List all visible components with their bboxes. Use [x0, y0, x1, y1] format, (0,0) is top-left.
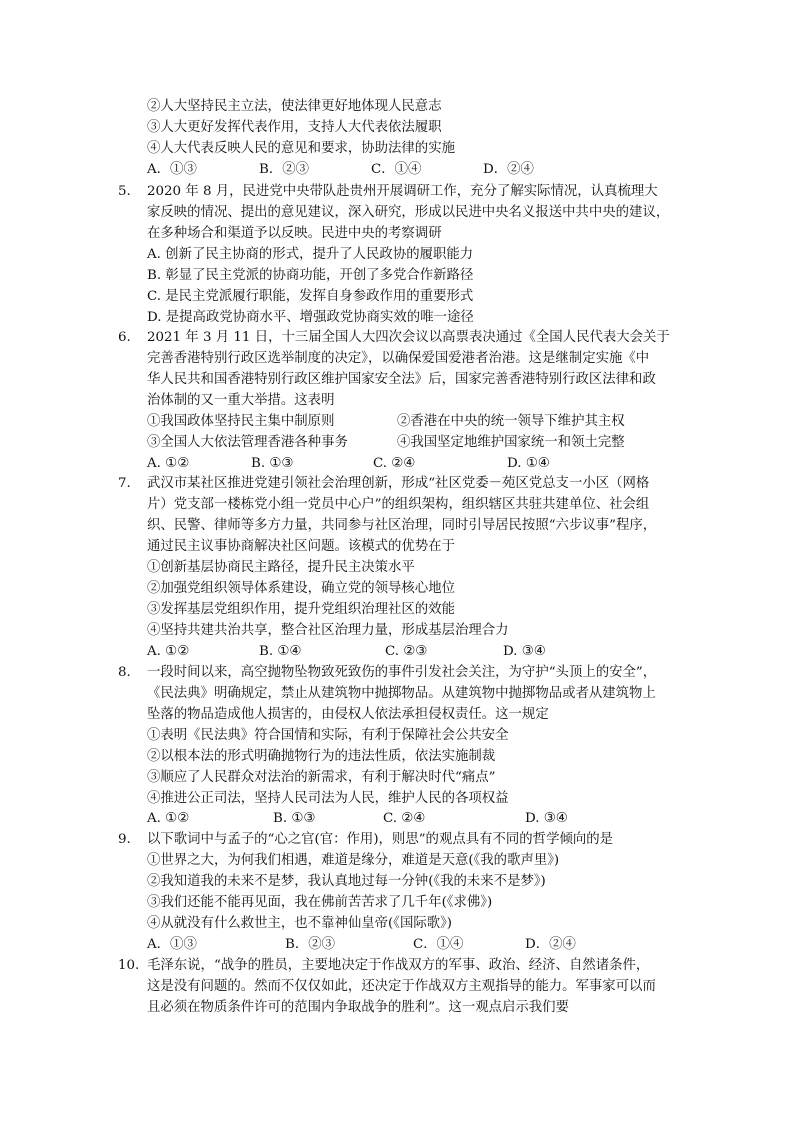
- answer-options: [147, 808, 657, 829]
- question-number: 10.: [118, 958, 140, 973]
- question-number: 9.: [118, 832, 131, 847]
- answer-options: [147, 641, 657, 662]
- answer-options: [147, 159, 657, 180]
- option-a: A. ①②: [147, 644, 190, 659]
- question-stem: 一段时间以来，高空抛物坠物致死致伤的事件引发社会关注，为守护“头顶上的安全”，: [147, 665, 657, 680]
- question-stem: 织、民警、律师等多方力量，共同参与社区治理，同时引导居民按照“六步议事”程序，: [147, 518, 657, 533]
- question-stem: 武汉市某社区推进党建引领社会治理创新，形成“社区党委－苑区党总支一小区（网格: [147, 476, 650, 491]
- statement-item: ①我国政体坚持民主集中制原则: [147, 414, 335, 429]
- option-c: C. ②③: [385, 644, 428, 659]
- statement-item: ③人大更好发挥代表作用，支持人大代表依法履职: [147, 120, 442, 135]
- option-d: D. ①④: [507, 456, 550, 471]
- answer-options: [147, 453, 657, 474]
- question-stem: 通过民主议事协商解决社区问题。该模式的优势在于: [147, 539, 455, 554]
- statement-item: ③我们还能不能再见面，我在佛前苦苦求了几千年(《求佛》): [147, 895, 493, 910]
- option-c: C．①④: [413, 937, 464, 952]
- question-stem: 完善香港特别行政区选举制度的决定》，以确保爱国爱港者治港。这是继制定实施《中: [147, 351, 650, 366]
- question-stem: 这是没有问题的。然而不仅仅如此，还决定于作战双方主观指导的能力。军事家可以而: [147, 979, 656, 994]
- question-stem: 在多种场合和渠道予以反映。民进中央的考察调研: [147, 226, 442, 241]
- option-a: A．①③: [147, 162, 197, 177]
- option-d: D．②④: [525, 937, 576, 952]
- question-stem: 以下歌词中与孟子的“心之官(官：作用)，则思”的观点具有不同的哲学倾向的是: [147, 832, 614, 847]
- question-stem: 治体制的又一重大举措。这表明: [147, 393, 335, 408]
- statement-item: ②我知道我的未来不是梦，我认真地过每一分钟(《我的未来不是梦》): [147, 874, 546, 889]
- option-b: B. ①③: [273, 811, 316, 826]
- answer-options: [147, 934, 657, 955]
- option-b: B．②③: [285, 937, 336, 952]
- question-number: 7.: [118, 476, 131, 491]
- question-stem: 2021 年 3 月 11 日，十三届全国人大四次会议以高票表决通过《全国人民代表大会关于: [147, 330, 670, 345]
- option-c: C．①④: [371, 162, 422, 177]
- statement-item: ④推进公正司法，坚持人民司法为人民，维护人民的各项权益: [147, 791, 509, 806]
- statement-item: ②香港在中央的统一领导下维护其主权: [397, 414, 625, 429]
- option-b: B. ①④: [259, 644, 302, 659]
- statement-item: ①创新基层协商民主路径，提升民主决策水平: [147, 560, 415, 575]
- statement-item: ①表明《民法典》符合国情和实际，有利于保障社会公共安全: [147, 728, 509, 743]
- option-d: D. 是提高政党协商水平、增强政党协商实效的唯一途径: [147, 310, 474, 325]
- question-stem: 华人民共和国香港特别行政区维护国家安全法》后，国家完善香港特别行政区法律和政: [147, 372, 656, 387]
- statement-row: [147, 411, 657, 432]
- question-number: 5.: [118, 184, 131, 199]
- option-d: D. ③④: [503, 644, 546, 659]
- option-b: B．②③: [259, 162, 310, 177]
- option-c: C. ②④: [373, 456, 416, 471]
- statement-item: ③顺应了人民群众对法治的新需求，有利于解决时代“痛点”: [147, 770, 496, 785]
- option-a: A．①③: [147, 937, 197, 952]
- option-a: A. ①②: [147, 811, 190, 826]
- option-c: C. 是民主党派履行职能，发挥自身参政作用的重要形式: [147, 289, 474, 304]
- statement-item: ③全国人大依法管理香港各种事务: [147, 435, 348, 450]
- option-a: A. 创新了民主协商的形式，提升了人民政协的履职能力: [147, 247, 474, 262]
- statement-item: ④我国坚定地维护国家统一和领土完整: [397, 435, 625, 450]
- statement-item: ②人大坚持民主立法，使法律更好地体现人民意志: [147, 99, 442, 114]
- question-number: 8.: [118, 665, 131, 680]
- question-stem: 《民法典》明确规定，禁止从建筑物中抛掷物品。从建筑物中抛掷物品或者从建筑物上: [147, 686, 656, 701]
- statement-item: ②加强党组织领导体系建设，确立党的领导核心地位: [147, 581, 455, 596]
- question-stem: 毛泽东说，“战争的胜员，主要地决定于作战双方的军事、政治、经济、自然诸条件，: [147, 958, 650, 973]
- question-stem: 2020 年 8 月，民进党中央带队赴贵州开展调研工作，充分了解实际情况，认真梳理大: [147, 184, 658, 199]
- question-stem: 家反映的情况、提出的意见建议，深入研究，形成以民进中央名义报送中共中央的建议，: [147, 205, 670, 220]
- statement-item: ①世界之大，为何我们相遇，难道是缘分，难道是天意(《我的歌声里》): [147, 853, 560, 868]
- statement-item: ③发挥基层党组织作用，提升党组织治理社区的效能: [147, 602, 455, 617]
- statement-row: [147, 432, 657, 453]
- statement-item: ④坚持共建共治共享，整合社区治理力量，形成基层治理合力: [147, 623, 509, 638]
- question-stem: 坠落的物品造成他人损害的，由侵权人依法承担侵权责任。这一规定: [147, 707, 549, 722]
- question-stem: 且必须在物质条件许可的范围内争取战争的胜利”。这一观点启示我们要: [147, 1000, 569, 1015]
- statement-item: ②以根本法的形式明确抛物行为的违法性质，依法实施制裁: [147, 749, 496, 764]
- option-b: B. 彰显了民主党派的协商功能，开创了多党合作新路径: [147, 268, 474, 283]
- statement-item: ④从就没有什么救世主，也不靠神仙皇帝(《国际歌》): [147, 916, 453, 931]
- option-d: D．②④: [483, 162, 534, 177]
- option-c: C. ②④: [383, 811, 426, 826]
- question-stem: 片）党支部一楼栋党小组一党员中心户”的组织架构，组织辖区共驻共建单位、社会组: [147, 497, 650, 512]
- question-number: 6.: [118, 330, 131, 345]
- statement-item: ④人大代表反映人民的意见和要求，协助法律的实施: [147, 141, 455, 156]
- option-d: D. ③④: [525, 811, 568, 826]
- option-b: B. ①③: [251, 456, 294, 471]
- option-a: A. ①②: [147, 456, 190, 471]
